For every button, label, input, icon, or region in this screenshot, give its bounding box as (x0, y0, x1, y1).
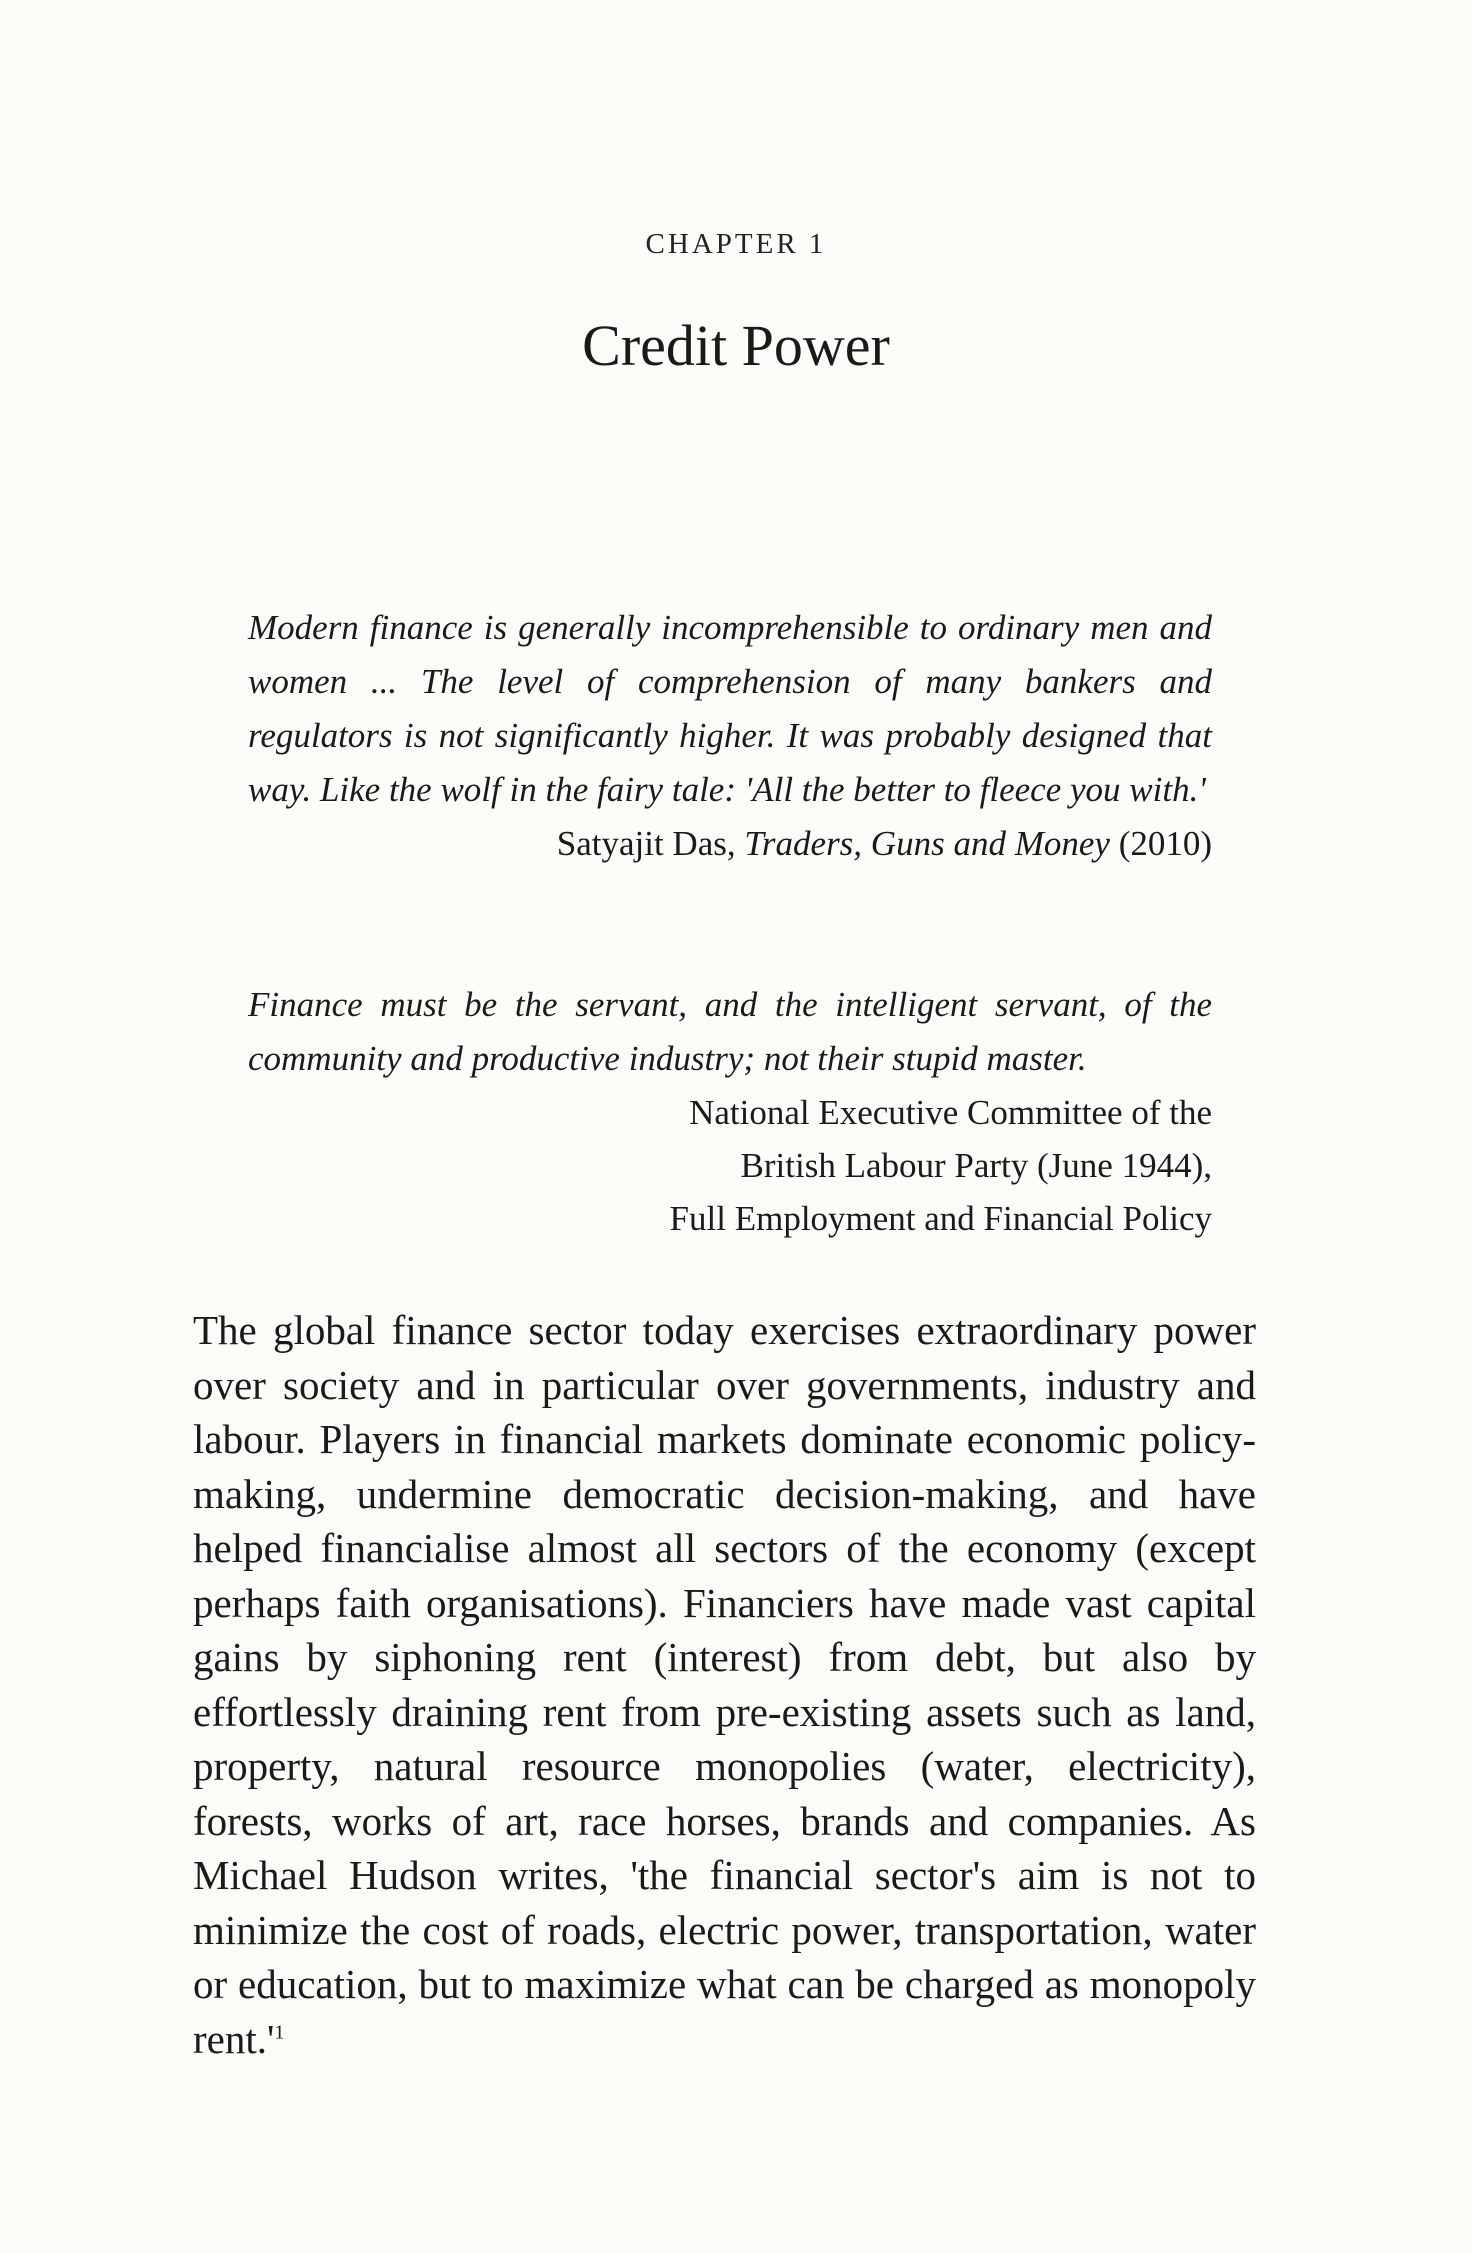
epigraph-quote: Finance must be the servant, and the intelligent servant, of the community and productive industry; not their stupid master. (248, 985, 1212, 1078)
epigraph-das (248, 601, 1212, 870)
attribution-line: National Executive Committee of the (689, 1093, 1212, 1132)
chapter-number: CHAPTER 1 (645, 228, 827, 260)
chapter-title: Credit Power (582, 313, 890, 378)
footnote-reference[interactable]: 1 (274, 2020, 285, 2043)
epigraph-attribution (248, 817, 1212, 870)
body-paragraph (193, 1303, 1256, 2066)
epigraph-quote: Modern finance is generally incomprehensible to ordinary men and women ... The level of comprehension of many bankers and regulators is not significantly higher. It was probably designed that way. Like the wolf in the fairy tale: 'All the better to fleece you with.' (248, 608, 1212, 809)
attribution-author: Satyajit Das, (556, 824, 736, 863)
epigraph-labour (248, 978, 1212, 1245)
attribution-year: (2010) (1118, 824, 1212, 863)
attribution-line: Full Employment and Financial Policy (669, 1199, 1212, 1238)
attribution-line: British Labour Party (June 1944), (740, 1146, 1212, 1185)
attribution-work: Traders, Guns and Money (744, 824, 1110, 863)
body-paragraph-text: The global finance sector today exercises extraordinary power over society and in particular over governments, industry and labour. Players in financial markets dominate economic policy-making, undermine democratic decision-making, and have helped financialise almost all sectors of the economy (except perhaps faith organisations). Financiers have made vast capital gains by siphoning rent (interest) from debt, but also by effortlessly draining rent from pre-existing assets such as land, property, natural resource monopolies (water, electricity), forests, works of art, race horses, brands and companies. As Michael Hudson writes, 'the financial sector's aim is not to minimize the cost of roads, electric power, transportation, water or education, but to maximize what can be charged as monopoly rent.' (193, 1307, 1256, 2062)
